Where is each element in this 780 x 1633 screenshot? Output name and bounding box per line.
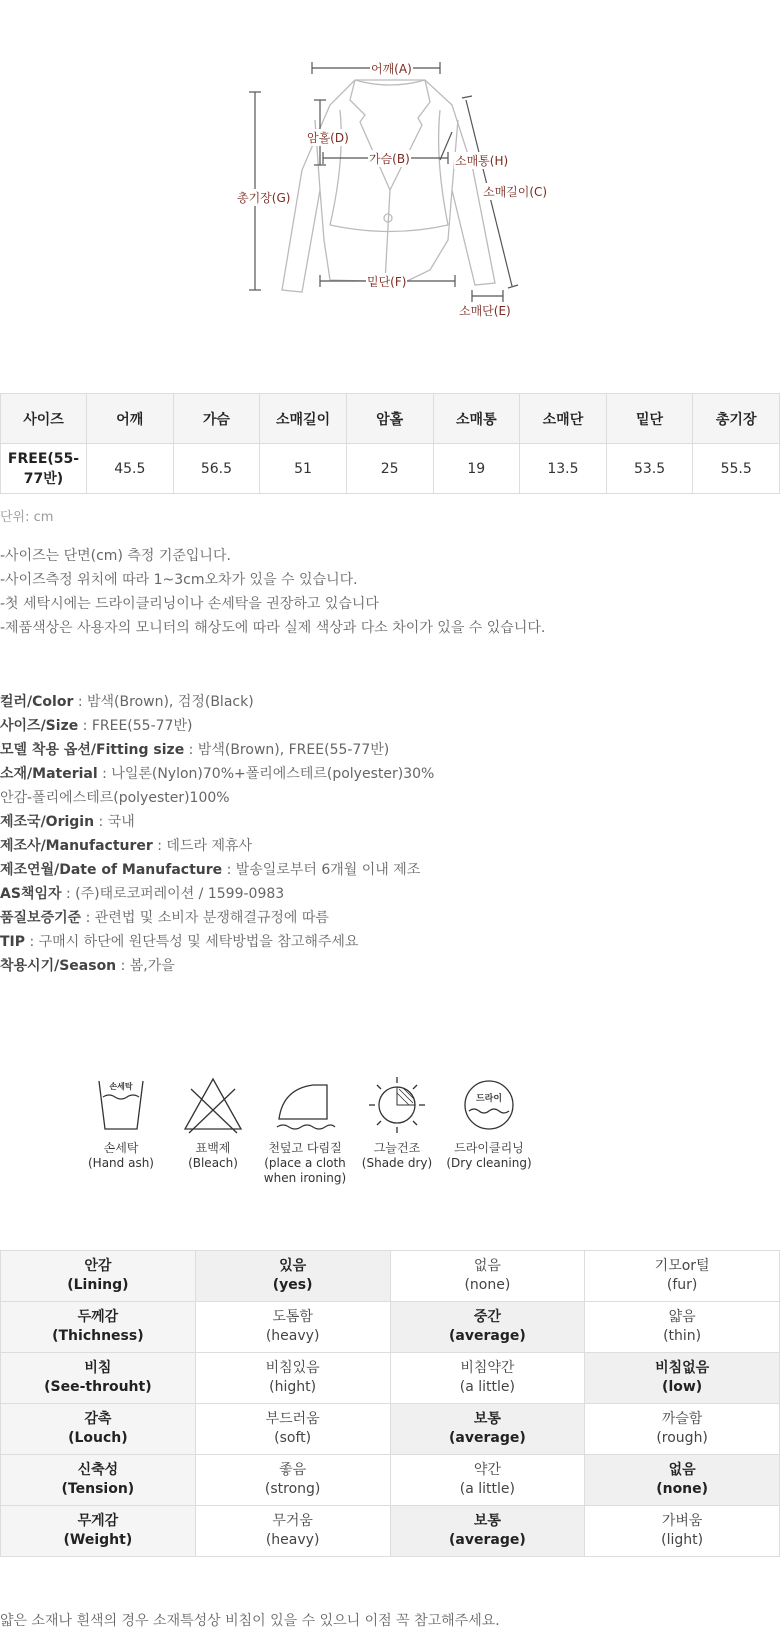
spec-key: 컬러/Color (0, 694, 74, 710)
size-notes (0, 544, 545, 640)
value-cell: 13.5 (520, 444, 607, 494)
label-armhole: 암홀(D) (307, 131, 349, 145)
header-cell: 가슴 (173, 394, 260, 444)
option-cell: 도톰함 (heavy) (195, 1302, 390, 1353)
header-cell: 소매길이 (260, 394, 347, 444)
attribute-label: 신축성 (Tension) (1, 1455, 196, 1506)
table-row (1, 1251, 780, 1302)
spec-value: : (주)태로코퍼레이션 / 1599-0983 (61, 886, 285, 902)
spec-key: 소재/Material (0, 766, 98, 782)
spec-value: : FREE(55-77반) (78, 718, 193, 734)
spec-key: 사이즈/Size (0, 718, 79, 734)
table-row (1, 1404, 780, 1455)
spec-line (0, 762, 434, 786)
option-cell: 까슬함 (rough) (585, 1404, 780, 1455)
dry-clean-icon (457, 1075, 521, 1135)
spec-line (0, 906, 434, 930)
value-cell: 56.5 (173, 444, 260, 494)
label-hem: 밑단(F) (367, 275, 407, 289)
care-bleach (167, 1075, 259, 1186)
header-cell: 소매단 (520, 394, 607, 444)
spec-line (0, 786, 434, 810)
label-sleeve-width: 소매통(H) (455, 154, 509, 168)
size-table (0, 393, 780, 494)
option-cell: 얇음 (thin) (585, 1302, 780, 1353)
spec-value: : 봄,가을 (116, 958, 175, 974)
attribute-label: 안감 (Lining) (1, 1251, 196, 1302)
value-cell: 53.5 (606, 444, 693, 494)
label-shoulder: 어깨(A) (371, 62, 412, 76)
spec-key: 제조연월/Date of Manufacture (0, 862, 223, 878)
iron-with-cloth-icon (273, 1075, 337, 1135)
spec-value: : 국내 (94, 814, 135, 830)
option-cell: 약간 (a little) (390, 1455, 585, 1506)
option-cell: 부드러움 (soft) (195, 1404, 390, 1455)
product-specs (0, 690, 434, 978)
no-bleach-icon (181, 1075, 245, 1135)
table-row (1, 1455, 780, 1506)
dry-clean-circle-text: 드라이 (475, 1094, 503, 1104)
option-cell: 무거움 (heavy) (195, 1506, 390, 1557)
care-instructions (75, 1075, 535, 1186)
note-line: -사이즈는 단면(cm) 측정 기준입니다. (0, 548, 231, 564)
label-chest: 가슴(B) (369, 152, 410, 166)
spec-line (0, 810, 434, 834)
unit-text: 단위: cm (0, 510, 54, 525)
spec-value: : 데드라 제휴사 (152, 838, 253, 854)
bleach-label: 표백제 (Bleach) (188, 1141, 238, 1170)
option-cell-selected: 비침없음 (low) (585, 1353, 780, 1404)
hand-wash-tub-text: 손세탁 (109, 1082, 133, 1091)
option-cell: 기모or털 (fur) (585, 1251, 780, 1302)
option-cell: 가벼움 (light) (585, 1506, 780, 1557)
table-row (1, 1353, 780, 1404)
table-row (1, 1302, 780, 1353)
spec-line (0, 714, 434, 738)
value-cell: 55.5 (693, 444, 780, 494)
note-line: -제품색상은 사용자의 모니터의 해상도에 따라 실제 색상과 다소 차이가 있을 수 있습니다. (0, 620, 546, 636)
spec-line (0, 858, 434, 882)
table-row (1, 444, 780, 494)
size-diagram (190, 0, 590, 370)
header-cell: 사이즈 (1, 394, 87, 444)
option-cell-selected: 있음 (yes) (195, 1251, 390, 1302)
care-iron (259, 1075, 351, 1186)
spec-value: : 나일론(Nylon)70%+폴리에스테르(polyester)30% (97, 766, 435, 782)
hand-wash-icon (93, 1075, 149, 1135)
spec-line (0, 954, 434, 978)
note-line: -첫 세탁시에는 드라이클리닝이나 손세탁을 권장하고 있습니다 (0, 596, 379, 612)
label-cuff: 소매단(E) (459, 304, 511, 318)
label-sleeve-length: 소매길이(C) (483, 185, 548, 199)
option-cell: 비침약간 (a little) (390, 1353, 585, 1404)
spec-line (0, 834, 434, 858)
value-cell: 51 (260, 444, 347, 494)
spec-key: TIP (0, 934, 26, 950)
option-cell-selected: 중간 (average) (390, 1302, 585, 1353)
value-cell: 25 (346, 444, 433, 494)
fabric-feel-table (0, 1250, 780, 1557)
header-cell: 암홀 (346, 394, 433, 444)
care-dry-clean (443, 1075, 535, 1186)
spec-key: 제조사/Manufacturer (0, 838, 153, 854)
option-cell: 비침있음 (hight) (195, 1353, 390, 1404)
header-cell: 밑단 (606, 394, 693, 444)
spec-value: 안감-폴리에스테르(polyester)100% (0, 790, 230, 806)
note-line: -사이즈측정 위치에 따라 1~3cm오차가 있을 수 있습니다. (0, 572, 358, 588)
header-cell: 총기장 (693, 394, 780, 444)
spec-key: 제조국/Origin (0, 814, 95, 830)
spec-key: 착용시기/Season (0, 958, 117, 974)
spec-line (0, 738, 434, 762)
iron-label: 천덮고 다림질 (place a cloth when ironing) (263, 1141, 347, 1185)
spec-value: : 구매시 하단에 원단특성 및 세탁방법을 참고해주세요 (25, 934, 359, 950)
attribute-label: 두께감 (Thichness) (1, 1302, 196, 1353)
care-shade-dry (351, 1075, 443, 1186)
hand-wash-label: 손세탁 (Hand ash) (88, 1141, 154, 1170)
header-cell: 어깨 (87, 394, 174, 444)
spec-value: : 밤색(Brown), 검정(Black) (73, 694, 254, 710)
spec-key: AS책임자 (0, 886, 62, 902)
spec-line (0, 690, 434, 714)
option-cell-selected: 보통 (average) (390, 1506, 585, 1557)
option-cell-selected: 없음 (none) (585, 1455, 780, 1506)
footnote: 얇은 소재나 흰색의 경우 소재특성상 비침이 있을 수 있으니 이점 꼭 참고해주세요. (0, 1613, 500, 1629)
spec-value: : 밤색(Brown), FREE(55-77반) (184, 742, 390, 758)
shade-dry-icon (365, 1075, 429, 1135)
dry-clean-label: 드라이클리닝 (Dry cleaning) (446, 1141, 532, 1170)
option-cell-selected: 보통 (average) (390, 1404, 585, 1455)
value-cell: 19 (433, 444, 520, 494)
table-row (1, 1506, 780, 1557)
spec-key: 품질보증기준 (0, 910, 82, 926)
spec-line (0, 930, 434, 954)
attribute-label: 감촉 (Louch) (1, 1404, 196, 1455)
care-hand-wash (75, 1075, 167, 1186)
label-total-length: 총기장(G) (237, 191, 291, 205)
option-cell: 좋음 (strong) (195, 1455, 390, 1506)
size-cell: FREE(55-77반) (1, 444, 87, 494)
attribute-label: 무게감 (Weight) (1, 1506, 196, 1557)
value-cell: 45.5 (87, 444, 174, 494)
size-table-header (1, 394, 780, 444)
shade-dry-label: 그늘건조 (Shade dry) (361, 1141, 433, 1170)
spec-key: 모델 착용 옵션/Fitting size (0, 742, 185, 758)
spec-line (0, 882, 434, 906)
option-cell: 없음 (none) (390, 1251, 585, 1302)
spec-value: : 관련법 및 소비자 분쟁해결규정에 따름 (81, 910, 329, 926)
spec-value: : 발송일로부터 6개월 이내 제조 (222, 862, 421, 878)
header-cell: 소매통 (433, 394, 520, 444)
attribute-label: 비침 (See-throuht) (1, 1353, 196, 1404)
